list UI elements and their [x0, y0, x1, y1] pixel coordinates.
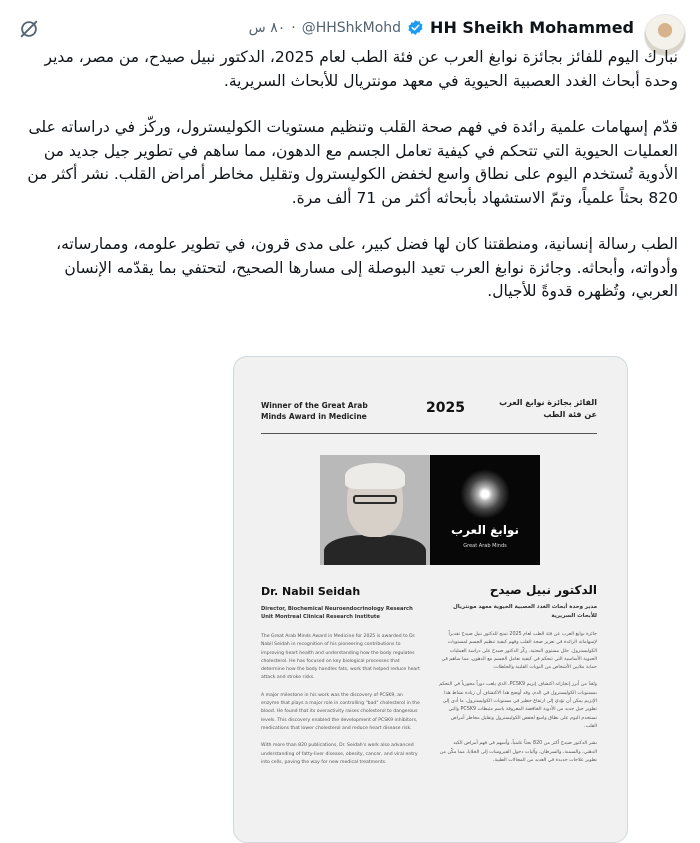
card-paragraph-ar: نشر الدكتور صيدح أكثر من 820 بحثاً علمياً، وأسهم في فهم أمراض الكبد الدهني، والسمنة، والسرطان، وآليات دخول الفيروسات إلى الخلايا، مما مكّن من تطوير علاجات جديدة في العديد من المجالات الطبية.	[439, 741, 597, 763]
portrait-hair	[345, 463, 405, 489]
card-year: 2025	[426, 400, 465, 416]
logo-dots-icon	[460, 469, 510, 519]
tweet-paragraph: الطب رسالة إنسانية، ومنطقتنا كان لها فضل كبير، على مدى قرون، في تطوير علومه، وممارساته، وأدواته، وأبحاثه. وجائزة نوابغ العرب تعيد البوصلة إلى مسارها الصحيح، لتحتفي بما يقدّمه الإنسان العربي، وتُظهره قدوةً للأجيال.	[56, 235, 678, 300]
tweet-text	[20, 46, 678, 327]
card-paragraph-en: A major milestone in his work was the discovery of PCSK9, an enzyme that plays a major role in controlling "bad" cholesterol in the blood. He found that its overactivity raises cholesterol to dangerous levels. This discovery enabled the development of PCSK9 inhibitors, medications that lower cholesterol and reduce heart disease risk.	[261, 692, 420, 731]
portrait-glasses	[353, 495, 397, 504]
card-paragraph-en: With more than 820 publications, Dr. Seidah's work also advanced understanding of fatty-liver disease, obesity, cancer, and viral entry into cells, paving the way for new medical treatments.	[261, 743, 418, 765]
winner-name-ar: الدكتور نبيل صيدح	[489, 583, 597, 597]
portrait-photo	[320, 455, 430, 565]
verified-badge-icon	[407, 19, 424, 36]
card-body-ar	[437, 631, 597, 774]
post-time[interactable]: ٨٠ س	[248, 19, 286, 36]
portrait-body	[324, 535, 426, 565]
card-paragraph-ar: جائزة نوابغ العرب عن فئة الطب لعام 2025 تمنح للدكتور نبيل صيدح تقديراً لإسهاماته الرائدة في تعزيز صحة القلب وفهم كيفية تنظيم الجسم لمستويات الكوليسترول. حلل مستوى البحثية. ركّز الدكتور صيدح على دراسة العمليات الحيوية الأساسية التي تتحكم في كيفية تعامل الجسم مع الدهون، مما ساهم في حماية ملايين الأشخاص من النوبات القلبية والجلطات.	[441, 632, 597, 671]
grok-icon[interactable]	[18, 18, 40, 40]
author-handle[interactable]: @HHShkMohd	[301, 19, 402, 36]
attached-image[interactable]	[233, 356, 628, 843]
award-logo	[430, 455, 540, 565]
logo-text-en: Great Arab Minds	[463, 543, 507, 549]
author-line	[249, 18, 634, 37]
display-name[interactable]: HH Sheikh Mohammed	[430, 18, 634, 37]
logo-text-ar: نوابغ العرب	[451, 523, 519, 537]
card-award-title-en: Winner of the Great Arab Minds Award in Medicine	[261, 401, 368, 421]
card-body-en	[261, 633, 421, 776]
separator-dot: ·	[291, 19, 296, 36]
card-award-title-ar: الفائز بجائزة نوابغ العرب عن فئة الطب	[499, 398, 597, 419]
winner-role-en: Director, Biochemical Neuroendocrinology Research Unit Montreal Clinical Research Institute	[261, 606, 413, 620]
award-card	[234, 357, 627, 842]
card-paragraph-en: The Great Arab Minds Award in Medicine for 2025 is awarded to Dr. Nabil Seidah in recognition of his pioneering contributions to improving heart health and understanding how the body regulates cholesterol. He has focused on key biological processes that determine how the body handles fats, work that helped reduce heart attack and stroke risks.	[261, 634, 420, 681]
winner-name-en: Dr. Nabil Seidah	[261, 585, 361, 598]
card-paragraph-ar: وتُعدّ من أبرز إنجازاته اكتشاف إنزيم PCSK9، الذي يلعب دوراً محورياً في التحكم بمستويات الكوليسترول في الدم، وقد أوضح هذا الاكتشاف أن زيادة نشاط هذا الإنزيم يمكن أن تؤدي إلى ارتفاع خطير في مستويات الكوليسترول، ما أدى إلى تطوير جيل جديد من الأدوية الخافضة المعروفة باسم مثبطات PCSK9 والتي تستخدم اليوم على نطاق واسع لخفض الكوليسترول وتقليل مخاطر أمراض القلب.	[439, 682, 597, 729]
tweet-paragraph: نبارك اليوم للفائز بجائزة نوابغ العرب عن فئة الطب لعام 2025، الدكتور نبيل صيدح، من مصر، مدير وحدة أبحاث الغدد العصبية الحيوية في معهد مونتريال للأبحاث السريرية.	[44, 48, 678, 90]
winner-role-ar: مدير وحدة أبحاث الغدد العصبية الحيوية معهد مونتريال للأبحاث السريرية	[453, 604, 597, 619]
card-divider	[261, 433, 597, 434]
tweet-paragraph: قدّم إسهامات علمية رائدة في فهم صحة القلب وتنظيم مستويات الكوليسترول، وركّز في دراساته على العمليات الحيوية التي تتحكم في كيفية تعامل الجسم مع الدهون، مما ساهم في تطوير جيل جديد من الأدوية تُستخدم اليوم على نطاق واسع لخفض الكوليسترول وتقليل مخاطر أمراض القلب. نشر أكثر من 820 بحثاً علمياً، وتمّ الاستشهاد بأبحاثه أكثر من 71 ألف مرة.	[27, 118, 678, 207]
